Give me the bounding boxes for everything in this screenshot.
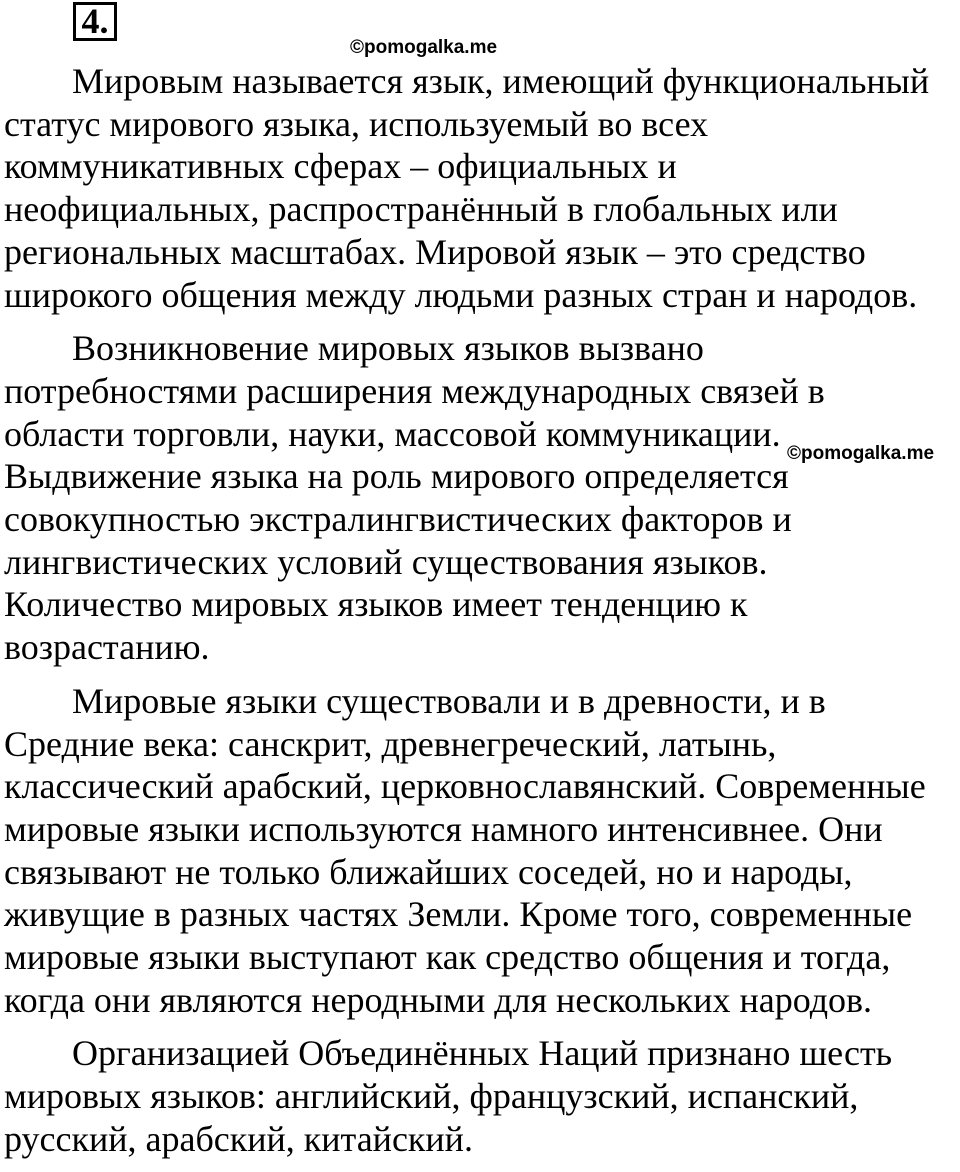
text-line: возрастанию. — [4, 627, 210, 668]
text-line: коммуникативных сферах – официальных и — [4, 146, 677, 187]
text-line: Выдвижение языка на роль мирового определяется — [4, 456, 789, 497]
text-line: широкого общения между людьми разных стран и народов. — [4, 274, 918, 315]
text-line: живущие в разных частях Земли. Кроме того, современные — [4, 894, 913, 935]
text-line: статус мирового языка, используемый во всех — [4, 103, 709, 144]
text-line: мировые языки выступают как средство общения и тогда, — [4, 937, 891, 978]
text-line: когда они являются неродными для нескольких народов. — [4, 979, 873, 1020]
text-line: Мировым называется язык, имеющий функциональный — [72, 61, 930, 101]
text-line: лингвистических условий существования языков. — [4, 541, 768, 582]
text-line: связывают не только ближайших соседей, но и народы, — [4, 851, 853, 892]
text-line: мировых языков: английский, французский, испанский, — [4, 1076, 859, 1117]
text-line: мировые языки используются намного интенсивнее. Они — [4, 808, 883, 849]
paragraph-1 — [4, 60, 960, 316]
text-line: области торговли, науки, массовой коммуникации. — [4, 413, 781, 454]
paragraph-3 — [4, 680, 960, 1022]
text-line: региональных масштабах. Мировой язык – это средство — [4, 231, 866, 272]
text-line: Мировые языки существовали и в древности, и в — [72, 680, 826, 721]
text-line: потребностями расширения международных связей в — [4, 370, 825, 411]
text-line: классический арабский, церковнославянский. Современные — [4, 766, 926, 807]
text-line: Организацией Объединённых Наций признано шесть — [72, 1033, 893, 1074]
answer-text — [4, 60, 960, 1172]
text-line: русский, арабский, китайский. — [4, 1118, 473, 1159]
watermark-middle: ©pomogalka.me — [787, 443, 935, 464]
paragraph-2 — [4, 327, 960, 669]
text-line: Количество мировых языков имеет тенденцию к — [4, 584, 748, 625]
text-line: Возникновение мировых языков вызвано — [72, 328, 704, 369]
text-line: Средние века: санскрит, древнегреческий, латынь, — [4, 723, 777, 764]
watermark-top: ©pomogalka.me — [350, 37, 498, 58]
text-line: неофициальных, распространённый в глобальных или — [4, 189, 838, 230]
paragraph-4 — [4, 1032, 960, 1160]
task-number: 4. — [73, 2, 117, 41]
text-line: совокупностью экстралингвистических факторов и — [4, 499, 792, 540]
